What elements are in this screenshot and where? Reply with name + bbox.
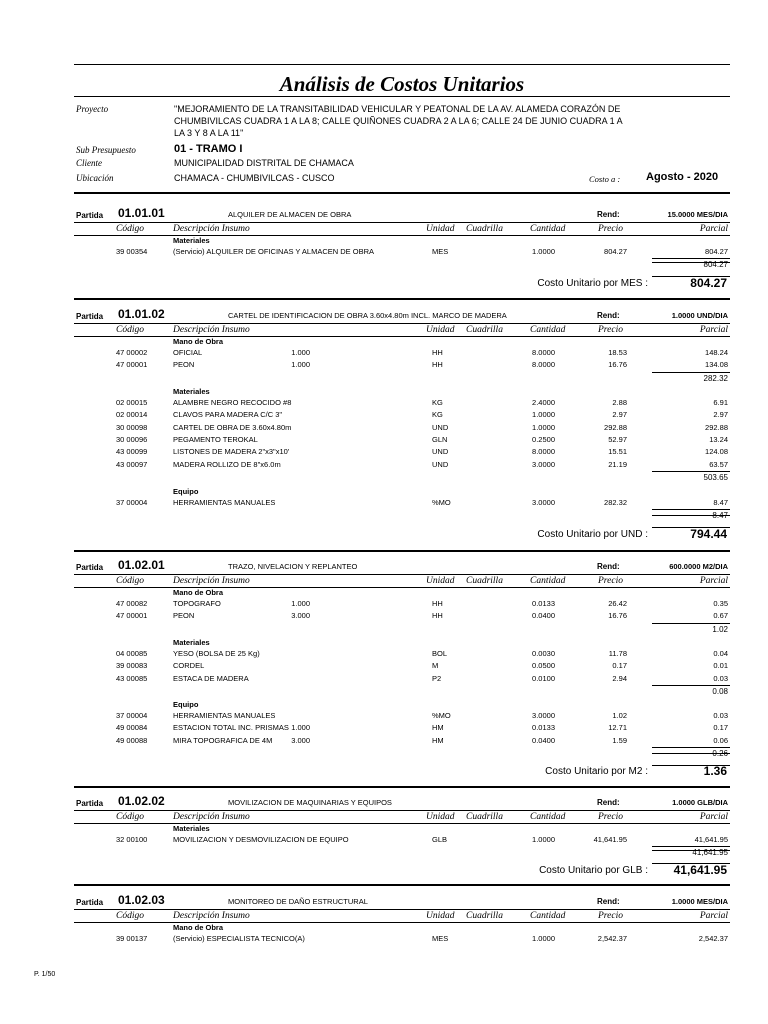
table-row [74,649,730,659]
cell-unidad: HM [432,735,444,745]
cell-cantidad: 8.0000 [532,360,555,370]
cell-codigo: 47 00082 [116,599,148,608]
cell-cantidad: 8.0000 [532,348,555,357]
subtotal-rule [652,846,730,847]
cell-cantidad: 0.0400 [532,611,555,621]
costo-unitario-label: Costo Unitario por MES : [537,278,648,289]
subtotal-mat: 41,641.95 [692,848,728,858]
cell-cuadrilla: 1.000 [291,360,310,370]
cell-unidad: KG [432,398,443,407]
column-header-unidad: Unidad [426,812,455,822]
table-row [74,736,730,746]
column-header-descripcion: Descripción Insumo [173,911,250,921]
subtotal-eq: 8.47 [712,511,728,521]
column-header-cuadrilla: Cuadrilla [466,325,503,335]
ubicacion-label: Ubicación [76,173,114,183]
cell-descripcion: MADERA ROLLIZO DE 8"x6.0m [173,459,281,469]
cell-cantidad: 0.0133 [532,723,555,733]
cell-descripcion: ESTACION TOTAL INC. PRISMAS [173,723,289,733]
proyecto-line: LA 3 Y 8 A LA 11" [174,128,244,138]
cell-codigo: 02 00015 [116,398,148,407]
partida-description: MONITOREO DE DAÑO ESTRUCTURAL [228,897,368,906]
cell-unidad: %MO [432,498,451,507]
cell-precio: 1.02 [612,711,627,720]
cell-cantidad: 2.4000 [532,398,555,407]
cell-parcial: 0.67 [713,611,728,621]
cell-precio: 16.76 [608,360,627,370]
partida-description: CARTEL DE IDENTIFICACION DE OBRA 3.60x4.80m INCL. MARCO DE MADERA [228,311,507,320]
cell-parcial: 134.08 [705,360,728,370]
column-header-top-rule [74,222,730,223]
cell-unidad: P2 [432,673,442,683]
column-header-precio: Precio [598,576,623,586]
cell-codigo: 39 00137 [116,934,148,943]
table-row [74,410,730,420]
partida-code: 01.02.03 [118,893,165,907]
cell-cuadrilla: 3.000 [291,735,310,745]
cell-descripcion: ALAMBRE NEGRO RECOCIDO #8 [173,398,292,407]
column-header-precio: Precio [598,812,623,822]
subtotal-rule [652,685,730,686]
column-header-unidad: Unidad [426,325,455,335]
column-header-descripcion: Descripción Insumo [173,224,250,234]
cell-descripcion: PEGAMENTO TEROKAL [173,434,258,444]
costo-al-label: Costo a : [589,174,621,184]
cell-precio: 2.88 [612,398,627,407]
cell-precio: 26.42 [608,599,627,608]
cell-parcial: 2,542.37 [698,934,728,943]
subtotal-rule [652,471,730,472]
category-eq: Equipo [173,487,199,496]
table-row [74,247,730,257]
cell-unidad: M [432,661,439,671]
cell-descripcion: TOPOGRAFO [173,599,221,608]
cell-parcial: 804.27 [705,247,728,256]
header-rule [74,192,730,194]
table-row [74,611,730,621]
cell-parcial: 63.57 [709,459,728,469]
cell-codigo: 47 00001 [116,360,148,370]
category-mo: Mano de Obra [173,923,224,932]
cell-descripcion: CARTEL DE OBRA DE 3.60x4.80m [173,422,292,432]
cell-cantidad: 0.0100 [532,673,555,683]
cell-parcial: 13.24 [709,434,728,444]
proyecto-value [174,103,623,139]
table-row [74,835,730,845]
cell-precio: 282.32 [604,498,627,507]
column-header-parcial: Parcial [699,325,728,335]
cell-cuadrilla: 3.000 [291,611,310,621]
partida-code: 01.01.02 [118,307,165,321]
partida-code: 01.01.01 [118,206,165,220]
cell-cantidad: 8.0000 [532,447,555,457]
partida-label: Partida [76,211,104,220]
partida-code: 01.02.02 [118,794,165,808]
cell-precio: 2.97 [612,410,627,420]
cell-cantidad: 0.0500 [532,661,555,671]
cell-cantidad: 1.0000 [532,410,555,420]
cell-descripcion: ESTACA DE MADERA [173,673,249,683]
partida-description: ALQUILER DE ALMACEN DE OBRA [228,210,352,219]
rend-value: 15.0000 MES/DIA [667,210,728,219]
cell-unidad: HH [432,360,443,370]
rend-value: 1.0000 MES/DIA [671,897,728,906]
cell-descripcion: HERRAMIENTAS MANUALES [173,711,276,720]
total-rule [652,262,730,263]
column-header-precio: Precio [598,224,623,234]
cell-codigo: 43 00099 [116,447,148,457]
partida-label: Partida [76,799,104,808]
cell-parcial: 0.17 [713,723,728,733]
rend-label: Rend: [597,562,620,571]
cell-descripcion: HERRAMIENTAS MANUALES [173,498,276,507]
cell-precio: 18.53 [608,348,627,357]
cell-parcial: 41,641.95 [694,835,728,844]
column-header-cantidad: Cantidad [530,911,566,921]
cell-codigo: 37 00004 [116,711,148,720]
costo-unitario-label: Costo Unitario por M2 : [545,766,648,777]
column-header-codigo: Código [116,325,144,335]
cell-descripcion: OFICIAL [173,348,203,357]
cell-cuadrilla: 1.000 [291,599,310,608]
cell-descripcion: (Servicio) ALQUILER DE OFICINAS Y ALMACEN DE OBRA [173,247,375,256]
partida-label: Partida [76,563,104,572]
cell-precio: 16.76 [608,611,627,621]
rend-value: 1.0000 UND/DIA [671,311,728,320]
costo-unitario-value: 41,641.95 [673,863,727,877]
cell-cuadrilla: 1.000 [291,723,310,733]
column-header-cuadrilla: Cuadrilla [466,812,503,822]
cell-codigo: 43 00097 [116,459,148,469]
cell-cuadrilla: 1.000 [291,348,310,357]
table-row [74,348,730,358]
partida-label: Partida [76,898,104,907]
column-header-parcial: Parcial [699,911,728,921]
subtotal-rule [652,509,730,510]
cell-descripcion: (Servicio) ESPECIALISTA TECNICO(A) [173,934,305,943]
rend-value: 600.0000 M2/DIA [669,562,728,571]
cell-cantidad: 0.0133 [532,599,555,608]
cell-parcial: 6.91 [713,398,728,407]
column-header-parcial: Parcial [699,224,728,234]
cell-cantidad: 3.0000 [532,459,555,469]
cell-precio: 0.17 [612,661,627,671]
category-mo: Mano de Obra [173,337,224,346]
column-header-parcial: Parcial [699,812,728,822]
cell-cantidad: 0.2500 [532,434,555,444]
cell-codigo: 30 00098 [116,422,148,432]
cliente-label: Cliente [76,158,102,168]
total-rule [652,850,730,851]
column-header-cuadrilla: Cuadrilla [466,576,503,586]
subtotal-rule [652,747,730,748]
subtotal-mo: 282.32 [703,373,728,383]
table-row [74,447,730,457]
cell-descripcion: MIRA TOPOGRAFICA DE 4M [173,735,273,745]
column-header-top-rule [74,574,730,575]
section-end-rule [74,884,730,886]
cell-unidad: HH [432,348,443,357]
ubicacion-value: CHAMACA - CHUMBIVILCAS - CUSCO [174,173,335,183]
cell-unidad: UND [432,447,449,457]
partida-description: TRAZO, NIVELACION Y REPLANTEO [228,562,358,571]
table-row [74,423,730,433]
cell-codigo: 32 00100 [116,835,148,844]
column-header-precio: Precio [598,325,623,335]
fecha-value: Agosto - 2020 [646,171,719,183]
partida-code: 01.02.01 [118,558,165,572]
cell-parcial: 0.35 [713,599,728,608]
subtotal-mat: 804.27 [703,260,728,270]
costo-unitario-value: 1.36 [703,764,727,778]
cell-descripcion: CORDEL [173,661,205,671]
column-header-codigo: Código [116,224,144,234]
cell-unidad: %MO [432,711,451,720]
cell-codigo: 04 00085 [116,649,148,658]
table-row [74,661,730,671]
table-row [74,599,730,609]
column-header-cantidad: Cantidad [530,325,566,335]
page-number: P. 1/50 [34,971,56,978]
rend-label: Rend: [597,311,620,320]
cell-cantidad: 1.0000 [532,934,555,943]
cell-precio: 21.19 [608,459,627,469]
proyecto-line: "MEJORAMIENTO DE LA TRANSITABILIDAD VEHICULAR Y PEATONAL DE LA AV. ALAMEDA CORAZÓN DE [174,104,621,114]
column-header-codigo: Código [116,812,144,822]
category-mo: Mano de Obra [173,588,224,597]
cell-codigo: 49 00084 [116,723,148,733]
subtotal-eq: 0.26 [712,748,728,758]
rend-label: Rend: [597,210,620,219]
total-rule [652,753,730,754]
cell-cantidad: 1.0000 [532,247,555,256]
cell-unidad: UND [432,459,449,469]
column-header-descripcion: Descripción Insumo [173,812,250,822]
rend-value: 1.0000 GLB/DIA [672,798,728,807]
table-row [74,460,730,470]
column-header-cantidad: Cantidad [530,576,566,586]
cell-descripcion: CLAVOS PARA MADERA C/C 3" [173,410,283,420]
cell-precio: 11.78 [608,649,627,658]
column-header-top-rule [74,909,730,910]
proyecto-line: CHUMBIVILCAS CUADRA 1 A LA 8; CALLE QUIÑONES CUADRA 2 A LA 6; CALLE 24 DE JUNIO CUADRA 1 A [174,116,623,126]
cell-unidad: GLB [432,835,448,844]
cell-codigo: 30 00096 [116,434,148,444]
column-header-cuadrilla: Cuadrilla [466,911,503,921]
section-end-rule [74,550,730,552]
cell-cantidad: 0.0030 [532,649,555,658]
cell-parcial: 292.88 [705,422,728,432]
cell-parcial: 0.04 [713,649,728,658]
cell-precio: 52.97 [608,434,627,444]
column-header-unidad: Unidad [426,224,455,234]
cell-codigo: 37 00004 [116,498,148,507]
column-header-codigo: Código [116,576,144,586]
column-header-codigo: Código [116,911,144,921]
partida-description: MOVILIZACION DE MAQUINARIAS Y EQUIPOS [228,798,392,807]
cell-unidad: HH [432,611,443,621]
column-header-parcial: Parcial [699,576,728,586]
table-row [74,498,730,508]
cell-parcial: 0.06 [713,735,728,745]
column-header-cantidad: Cantidad [530,812,566,822]
column-header-unidad: Unidad [426,911,455,921]
cell-unidad: HM [432,723,444,733]
rend-label: Rend: [597,897,620,906]
cell-cantidad: 3.0000 [532,711,555,720]
subpresupuesto-value: 01 - TRAMO I [174,143,243,155]
category-mat: Materiales [173,387,210,396]
partida-label: Partida [76,312,104,321]
cell-parcial: 2.97 [713,410,728,420]
column-header-descripcion: Descripción Insumo [173,576,250,586]
costo-unitario-value: 804.27 [690,276,727,290]
cell-unidad: MES [432,934,449,943]
cell-codigo: 47 00001 [116,611,148,621]
cell-precio: 15.51 [608,447,627,457]
cell-codigo: 39 00083 [116,661,148,671]
category-mat: Materiales [173,236,210,245]
cell-unidad: GLN [432,434,448,444]
cell-precio: 41,641.95 [593,835,627,844]
column-header-precio: Precio [598,911,623,921]
column-header-cuadrilla: Cuadrilla [466,224,503,234]
cell-cantidad: 1.0000 [532,835,555,844]
table-row [74,398,730,408]
title-rule [74,96,730,97]
cell-codigo: 39 00354 [116,247,148,256]
cell-precio: 804.27 [604,247,627,256]
table-row [74,934,730,944]
cell-parcial: 8.47 [713,498,728,507]
costo-unitario-label: Costo Unitario por GLB : [539,865,648,876]
cell-precio: 2.94 [612,673,627,683]
cell-cantidad: 3.0000 [532,498,555,507]
page-title: Análisis de Costos Unitarios [279,72,525,96]
subtotal-mat: 0.08 [712,686,728,696]
subtotal-rule [652,623,730,624]
cell-descripcion: LISTONES DE MADERA 2"x3"x10' [173,447,290,457]
cell-codigo: 49 00088 [116,735,148,745]
cell-parcial: 0.01 [713,661,728,671]
cell-precio: 292.88 [604,422,627,432]
cell-unidad: MES [432,247,449,256]
cell-descripcion: MOVILIZACION Y DESMOVILIZACION DE EQUIPO [173,835,349,844]
proyecto-label: Proyecto [76,104,109,114]
cell-unidad: UND [432,422,449,432]
cell-codigo: 47 00002 [116,348,148,357]
column-header-top-rule [74,810,730,811]
subtotal-rule [652,258,730,259]
column-header-top-rule [74,323,730,324]
column-header-descripcion: Descripción Insumo [173,325,250,335]
cell-descripcion: YESO (BOLSA DE 25 Kg) [173,649,260,658]
section-end-rule [74,786,730,788]
table-row [74,723,730,733]
column-header-cantidad: Cantidad [530,224,566,234]
cell-unidad: KG [432,410,443,420]
subtotal-rule [652,372,730,373]
section-end-rule [74,298,730,300]
cell-precio: 1.59 [612,735,627,745]
category-mat: Materiales [173,824,210,833]
subtotal-mat: 503.65 [703,472,728,482]
cell-descripcion: PEON [173,611,195,621]
cell-unidad: BOL [432,649,448,658]
table-row [74,674,730,684]
cell-parcial: 0.03 [713,711,728,720]
cell-parcial: 124.08 [705,447,728,457]
total-rule [652,515,730,516]
cell-codigo: 02 00014 [116,410,148,420]
column-header-unidad: Unidad [426,576,455,586]
rend-label: Rend: [597,798,620,807]
cell-precio: 2,542.37 [597,934,627,943]
subtotal-mo: 1.02 [712,624,728,634]
category-eq: Equipo [173,700,199,709]
table-row [74,360,730,370]
costo-unitario-label: Costo Unitario por UND : [537,529,648,540]
cell-parcial: 148.24 [705,348,728,357]
cell-unidad: HH [432,599,443,608]
costo-unitario-value: 794.44 [690,527,727,541]
category-mat: Materiales [173,638,210,647]
top-rule [74,64,730,65]
cell-descripcion: PEON [173,360,195,370]
cell-codigo: 43 00085 [116,673,148,683]
cell-cantidad: 0.0400 [532,735,555,745]
subpresupuesto-label: Sub Presupuesto [76,145,136,155]
cell-precio: 12.71 [608,723,627,733]
cell-parcial: 0.03 [713,673,728,683]
cell-cantidad: 1.0000 [532,422,555,432]
table-row [74,711,730,721]
cliente-value: MUNICIPALIDAD DISTRITAL DE CHAMACA [174,158,354,168]
table-row [74,435,730,445]
